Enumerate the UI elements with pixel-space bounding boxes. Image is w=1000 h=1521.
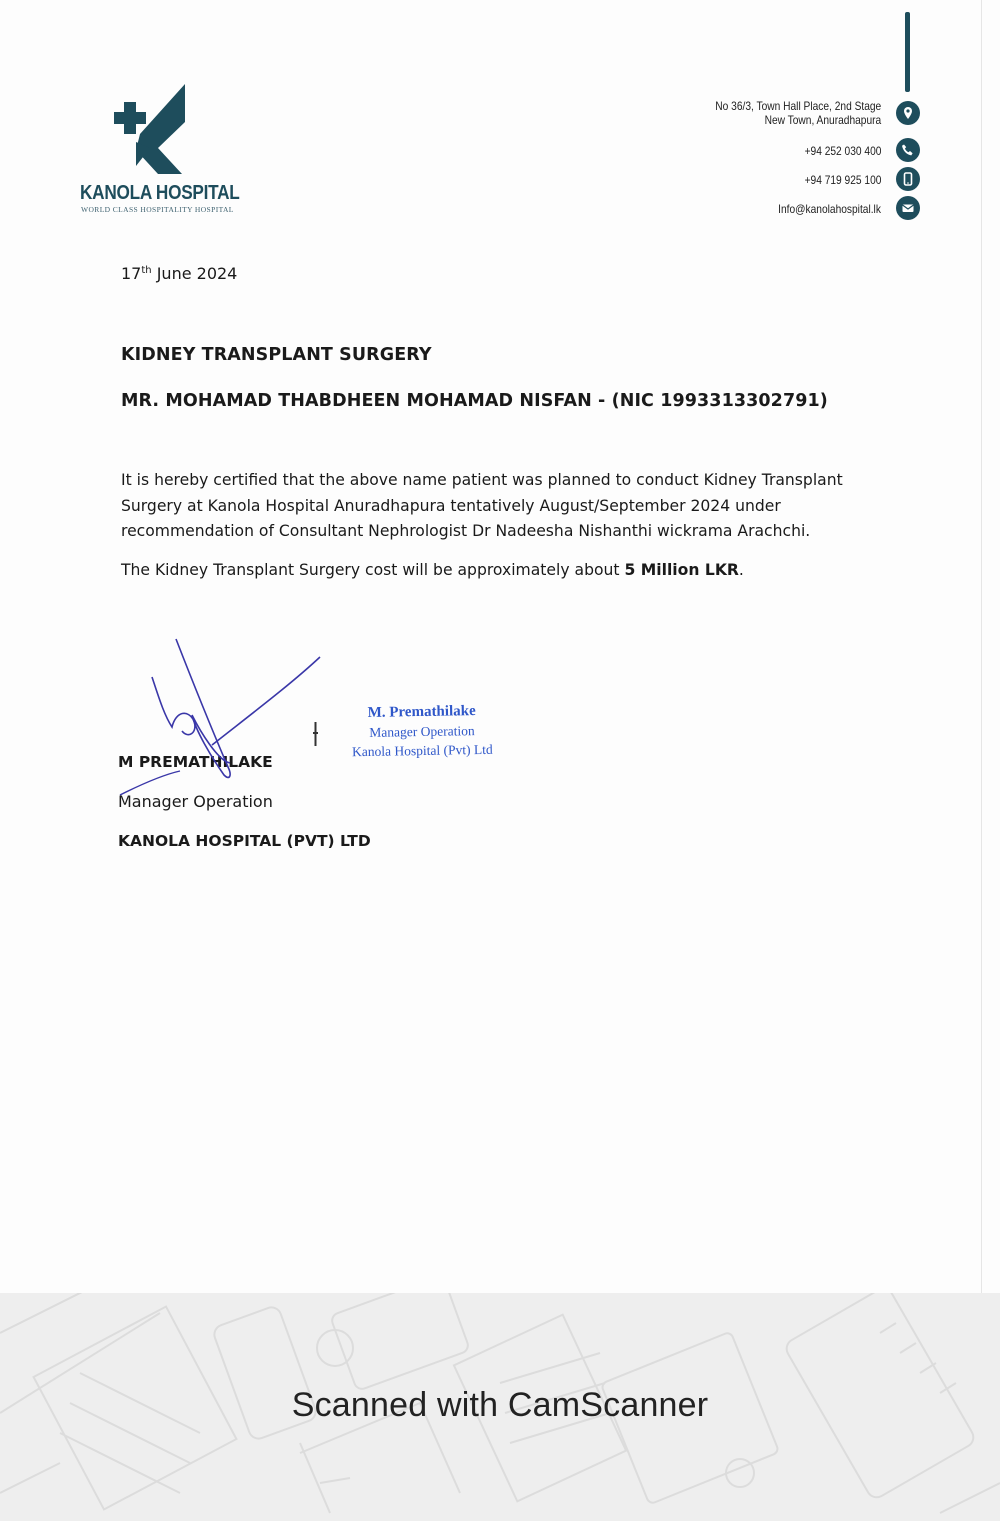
signatory-company: KANOLA HOSPITAL (PVT) LTD — [118, 832, 371, 850]
subject-line-1: KIDNEY TRANSPLANT SURGERY — [121, 345, 432, 365]
email-address: Info@kanolahospital.lk — [778, 202, 881, 216]
address-line2: New Town, Anuradhapura — [764, 113, 881, 127]
cost-paragraph: The Kidney Transplant Surgery cost will be approximately about 5 Million LKR. — [121, 561, 744, 579]
official-stamp — [342, 701, 503, 762]
hospital-name: KANOLA HOSPITAL — [80, 182, 240, 204]
hospital-tagline: WORLD CLASS HOSPITALITY HOSPITAL — [81, 205, 234, 214]
phone-mobile: +94 719 925 100 — [804, 173, 881, 187]
handwritten-signature — [100, 635, 340, 805]
email-icon — [896, 196, 920, 220]
stamp-name: M. Premathilake — [367, 703, 476, 721]
kanola-logo-icon — [110, 82, 190, 182]
letterhead-accent-bar — [905, 12, 910, 92]
cost-amount: 5 Million LKR — [624, 561, 739, 579]
stamp-company: Kanola Hospital (Pvt) Ltd — [351, 741, 493, 760]
signatory-title: Manager Operation — [118, 792, 273, 811]
phone-icon — [896, 138, 920, 162]
phone-landline: +94 252 030 400 — [804, 144, 881, 158]
hospital-logo — [80, 82, 240, 217]
subject-line-2: MR. MOHAMAD THABDHEEN MOHAMAD NISFAN - (NIC 1993313302791) — [121, 391, 828, 411]
ink-mark — [313, 722, 318, 746]
certification-paragraph: It is hereby certified that the above name patient was planned to conduct Kidney Transplant Surgery at Kanola Hospital Anuradhapura tentatively August/September 2024 under recommendation of Consultant Nephrologist Dr Nadeesha Nishanthi wickrama Arachchi. — [121, 471, 843, 540]
mobile-phone-icon — [896, 167, 920, 191]
signatory-name: M PREMATHILAKE — [118, 753, 273, 771]
footer-text: Scanned with CamScanner — [291, 1386, 709, 1424]
address-line1: No 36/3, Town Hall Place, 2nd Stage — [715, 99, 881, 113]
page-edge — [981, 0, 982, 1293]
stamp-title: Manager Operation — [369, 723, 475, 740]
location-pin-icon — [896, 101, 920, 125]
letter-date: 17th June 2024 — [121, 264, 238, 283]
